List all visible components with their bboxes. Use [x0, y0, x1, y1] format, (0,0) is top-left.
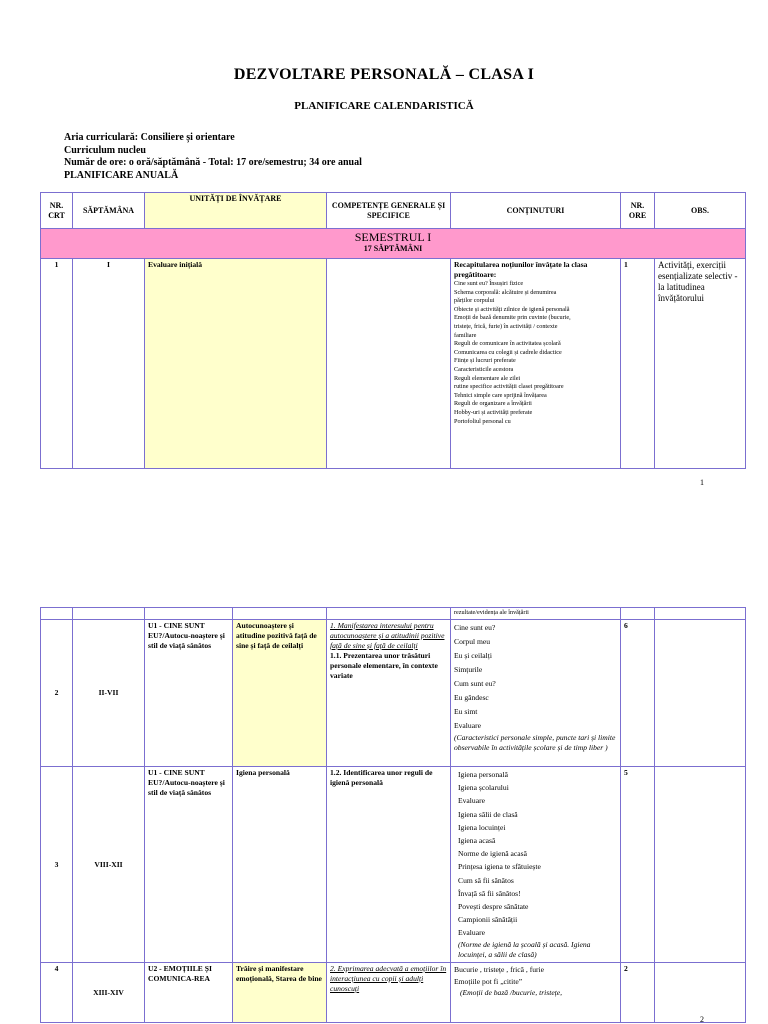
row2-content-line: Cine sunt eu? — [454, 623, 496, 632]
row2-content-list — [454, 621, 617, 733]
row3-content-line: Evaluare — [458, 928, 485, 938]
row2-nr: 2 — [41, 620, 73, 767]
header-saptamana: SĂPTĂMÂNA — [73, 193, 145, 229]
table-row — [41, 767, 746, 963]
row3-content-note: (Norme de igienă la școală și acasă. Igiena locuinței, a sălii de clasă) — [458, 939, 591, 959]
row2-content-line: Corpul meu — [454, 637, 491, 646]
row1-content-line: Caracteristicile acestora — [454, 365, 514, 373]
plan-table-page2 — [40, 607, 746, 1023]
row4-content-line: Emoțiile pot fi „citite” — [454, 977, 523, 986]
document-subtitle: PLANIFICARE CALENDARISTICĂ — [294, 100, 474, 112]
row4-hours: 2 — [621, 963, 655, 1023]
row1-content-line: Comunicarea cu colegii și cadrele didactice — [454, 348, 562, 356]
row1-content-line: Obiecte și activități zilnice de igienă personală — [454, 305, 570, 313]
row2-content — [451, 620, 621, 767]
row3-content-line: Campionii sănătății — [458, 915, 518, 925]
row1-content-line: Ființe și lucruri preferate — [454, 357, 516, 365]
planificare-anuala: PLANIFICARE ANUALĂ — [64, 169, 179, 181]
row4-subunit: Trăire și manifestare emoțională, Starea de bine — [233, 963, 327, 1023]
row3-content-line: Prințesa igiena te sfătuiește — [458, 862, 541, 872]
row3-hours: 5 — [621, 767, 655, 963]
row3-content — [451, 767, 621, 963]
row2-content-line: Cum sunt eu? — [454, 679, 496, 688]
semester-weeks: 17 SĂPTĂMÂNI — [363, 244, 423, 253]
row2-week: II-VII — [73, 620, 145, 767]
row2-subunit: Autocunoaștere și atitudine pozitivă față de sine și față de ceilalți — [233, 620, 327, 767]
row4-unit: U2 - EMOȚIILE ȘI COMUNICA-REA — [145, 963, 233, 1023]
row3-content-line: Igiena școlarului — [458, 783, 509, 793]
row1-content-list — [454, 280, 617, 426]
numar-ore: Număr de ore: o oră/săptămână - Total: 17 ore/semestru; 34 ore anual — [64, 157, 362, 168]
row1-content-line: rutine specifice activității clasei pregătitoare — [454, 383, 564, 391]
table-row — [41, 620, 746, 767]
row2-content-line: Simțurile — [454, 665, 483, 674]
table-row — [41, 963, 746, 1023]
row2-content-line: Eu și ceilalți — [454, 651, 492, 660]
semester-row — [41, 229, 746, 259]
row1-content-line: tristețe, frică, furie) în activități / contexte — [454, 322, 558, 330]
header-nr-crt: NR. CRT — [41, 193, 73, 229]
row4-nr: 4 — [41, 963, 73, 1023]
row1-nr: 1 — [41, 259, 73, 469]
row1-week: I — [73, 259, 145, 469]
page-2 — [0, 600, 768, 1024]
row4-comp: 2. Exprimarea adecvată a emoțiilor în interacțiunea cu copii și adulți cunoscuți — [327, 963, 451, 1023]
row2-competente — [327, 620, 451, 767]
header-unitati: UNITĂȚI DE ÎNVĂȚARE — [145, 193, 327, 229]
row1-content-line: Reguli de organizare a învățării — [454, 400, 532, 408]
row1-content-line: Schema corporală: alcătuire și denumirea — [454, 288, 557, 296]
row3-comp: 1.2. Identificarea unor reguli de igienă personală — [327, 767, 451, 963]
row2-unit: U1 - CINE SUNT EU?/Autocu-noaștere și stil de viață sănătos — [145, 620, 233, 767]
aria-curriculara: Aria curriculară: Consiliere și orientare — [64, 132, 235, 143]
table-row — [41, 608, 746, 620]
row1-content-line: Portofoliul personal cu — [454, 417, 511, 425]
row1-content-title: Recapitularea noțiunilor învățate la clasa pregătitoare: — [454, 260, 588, 279]
document-meta — [64, 132, 362, 182]
page-number-1: 1 — [700, 478, 704, 487]
row3-content-line: Igiena acasă — [458, 836, 496, 846]
row1-unit: Evaluare inițială — [145, 259, 327, 469]
row4-content — [451, 963, 621, 1023]
row3-unit: U1 - CINE SUNT EU?/Autocu-noaștere și stil de viață sănătos — [145, 767, 233, 963]
row3-content-line: Evaluare — [458, 796, 485, 806]
row1-content-line: familiare — [454, 331, 477, 339]
row1-content-line: părților corpului — [454, 297, 495, 305]
row1-content-line: Reguli de comunicare în activitatea școlară — [454, 340, 561, 348]
row3-week: VIII-XII — [73, 767, 145, 963]
row1-content — [451, 259, 621, 469]
curriculum: Curriculum nucleu — [64, 144, 146, 156]
row3-nr: 3 — [41, 767, 73, 963]
row3-content-line: Cum să fii sănătos — [458, 875, 514, 885]
page-number-2: 2 — [700, 1015, 704, 1024]
row1-content-line: Reguli elementare ale zilei — [454, 374, 521, 382]
row1-competente — [327, 259, 451, 469]
row1-hours: 1 — [621, 259, 655, 469]
row3-content-line: Igiena personală — [458, 770, 508, 779]
header-competente: COMPETENȚE GENERALE ȘI SPECIFICE — [327, 193, 451, 229]
row2-comp1: 1. Manifestarea interesului pentru autocunoaștere și a atitudinii pozitive față de sine și față de ceilalți — [330, 621, 445, 650]
table-header — [41, 193, 746, 229]
header-nr-ore: NR. ORE — [621, 193, 655, 229]
row3-content-line: Igiena sălii de clasă — [458, 809, 518, 819]
row3-content-line: Învață să fii sănătos! — [458, 888, 521, 898]
row4-content-line: Bucurie , tristețe , frică , furie — [454, 965, 545, 974]
row3-content-list — [454, 768, 617, 940]
header-obs: OBS. — [655, 193, 746, 229]
row1-content-line: Tehnici simple care sprijină învățarea — [454, 391, 547, 399]
table-row — [41, 259, 746, 469]
row2-content-note: (Caracteristici personale simple, puncte tari și limite observabile în activitățile școlare și de timp liber ) — [454, 733, 616, 752]
row1-obs: Activități, exerciții esențializate selectiv - la latitudinea învățătorului — [655, 259, 746, 469]
row4-content-list — [454, 964, 617, 988]
row2-content-line: Eu gândesc — [454, 693, 489, 702]
row3-content-line: Igiena locuinței — [458, 822, 506, 832]
semester-name: SEMESTRUL I — [354, 230, 432, 244]
row3-content-line: Povești despre sănătate — [458, 902, 529, 912]
row2-comp2: 1.1. Prezentarea unor trăsături personale elementare, în contexte variate — [330, 651, 438, 680]
row2-content-line: Eu simt — [454, 707, 478, 716]
plan-table-page1 — [40, 192, 746, 469]
row3-content-line: Norme de igienă acasă — [458, 849, 527, 859]
row1-content-line: Cine sunt eu? Însușiri fizice — [454, 280, 524, 287]
page-gap — [0, 500, 768, 600]
row3-subunit: Igiena personală — [233, 767, 327, 963]
row1-content-line: Hobby-uri și activități preferate — [454, 408, 533, 416]
row2-hours: 6 — [621, 620, 655, 767]
row1-content-line: Emoții de bază denumite prin cuvinte (bucurie, — [454, 314, 571, 322]
row2-content-line: Evaluare — [454, 721, 481, 730]
row4-week: XIII-XIV — [73, 963, 145, 1023]
page-1 — [0, 0, 768, 500]
row4-content-note: (Emoții de bază /bucurie, tristețe, — [460, 988, 563, 997]
document-title: DEZVOLTARE PERSONALĂ – CLASA I — [233, 66, 535, 83]
header-continuturi: CONȚINUTURI — [451, 193, 621, 229]
continued-note: rezultate/evidența ale învățării — [451, 608, 621, 620]
